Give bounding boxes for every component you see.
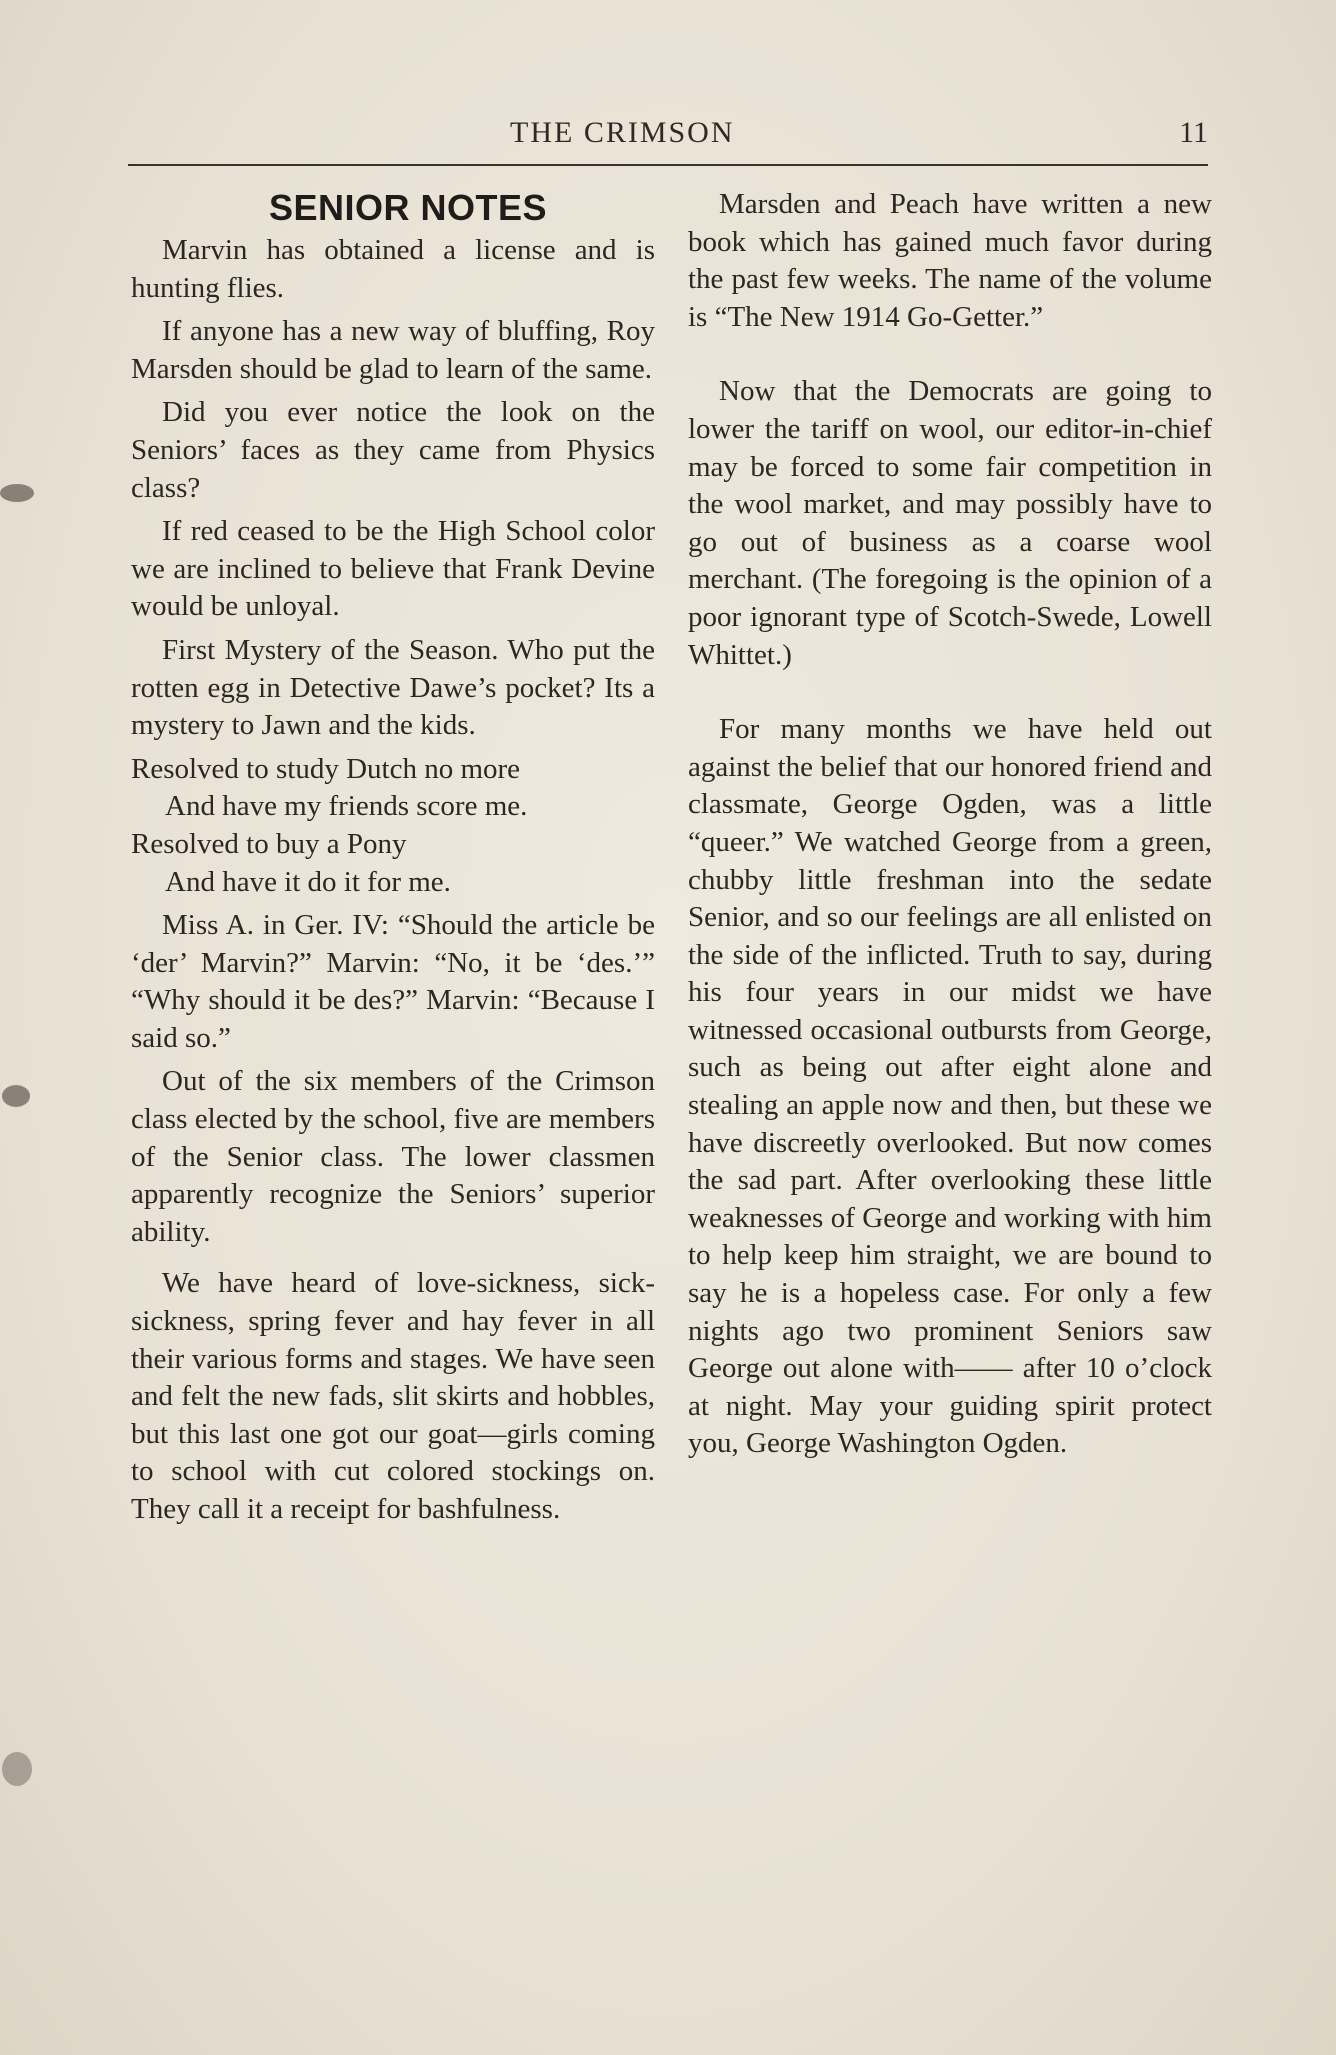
note-paragraph: If red ceased to be the High School color we are inclined to believe that Frank Devine would be unloyal.	[131, 515, 655, 623]
verse-line: And have my friends score me.	[165, 790, 528, 823]
page-number: 11	[1179, 116, 1208, 149]
verse-line: Resolved to study Dutch no more	[131, 752, 521, 785]
binding-hole-mark	[0, 484, 34, 502]
publication-title: THE CRIMSON	[510, 116, 735, 149]
note-paragraph: Did you ever notice the look on the Seniors’ faces as they came from Physics class?	[131, 396, 655, 504]
verse-line: Resolved to buy a Pony	[131, 827, 407, 860]
note-paragraph: If anyone has a new way of bluffing, Roy Marsden should be glad to learn of the same.	[131, 315, 655, 385]
note-paragraph: For many months we have held out against the belief that our honored friend and classmate, George Ogden, was a little “queer.” We watched George from a green, chubby little freshman into the sedate Senior, and so our feelings are all enlisted on the side of the inflicted. Truth to say, during his four years in our midst we have witnessed occasional outbursts from George, such as being out after eight alone and stealing an apple now and then, but these we have discreetly overlooked. But now comes the sad part. After overlooking these little weaknesses of George and working with him to help keep him straight, we are bound to say he is a hopeless case. For only a few nights ago two prominent Seniors saw George out alone with—— after 10 o’clock at night. May your guiding spirit protect you, George Washington Ogden.	[688, 713, 1212, 1460]
verse-line: And have it do it for me.	[165, 865, 451, 898]
note-paragraph: First Mystery of the Season. Who put the rotten egg in Detective Dawe’s pocket? Its a mystery to Jawn and the kids.	[131, 633, 655, 742]
left-column	[131, 186, 655, 1535]
note-paragraph: We have heard of love-sickness, sick-sickness, spring fever and hay fever in all their various forms and stages. We have seen and felt the new fads, slit skirts and hobbles, but this last one got our goat—girls coming to school with cut colored stockings on. They call it a receipt for bashfulness.	[131, 1267, 655, 1525]
note-paragraph: Now that the Democrats are going to lower the tariff on wool, our editor-in-chief may be forced to some fair competition in the wool market, and may possibly have to go out of business as a coarse wool merchant. (The foregoing is the opinion of a poor ignorant type of Scotch-Swede, Lowell Whittet.)	[688, 375, 1212, 671]
note-paragraph: Out of the six members of the Crimson class elected by the school, five are members of the Senior class. The lower classmen apparently recognize the Seniors’ superior ability.	[131, 1065, 655, 1248]
right-column	[688, 186, 1212, 1463]
note-paragraph: Marvin has obtained a license and is hunting flies.	[131, 234, 655, 304]
section-heading: SENIOR NOTES	[268, 187, 548, 228]
binding-hole-mark	[2, 1085, 30, 1107]
note-paragraph: Miss A. in Ger. IV: “Should the article be ‘der’ Marvin?” Marvin: “No, it be ‘des.’” “Why should it be des?” Marvin: “Because I said so.”	[131, 909, 655, 1054]
header-rule	[128, 164, 1208, 166]
running-header	[128, 116, 1208, 160]
note-paragraph: Marsden and Peach have written a new book which has gained much favor during the past few weeks. The name of the volume is “The New 1914 Go-Getter.”	[688, 188, 1212, 333]
binding-hole-mark	[2, 1752, 32, 1786]
verse-block	[131, 751, 655, 901]
